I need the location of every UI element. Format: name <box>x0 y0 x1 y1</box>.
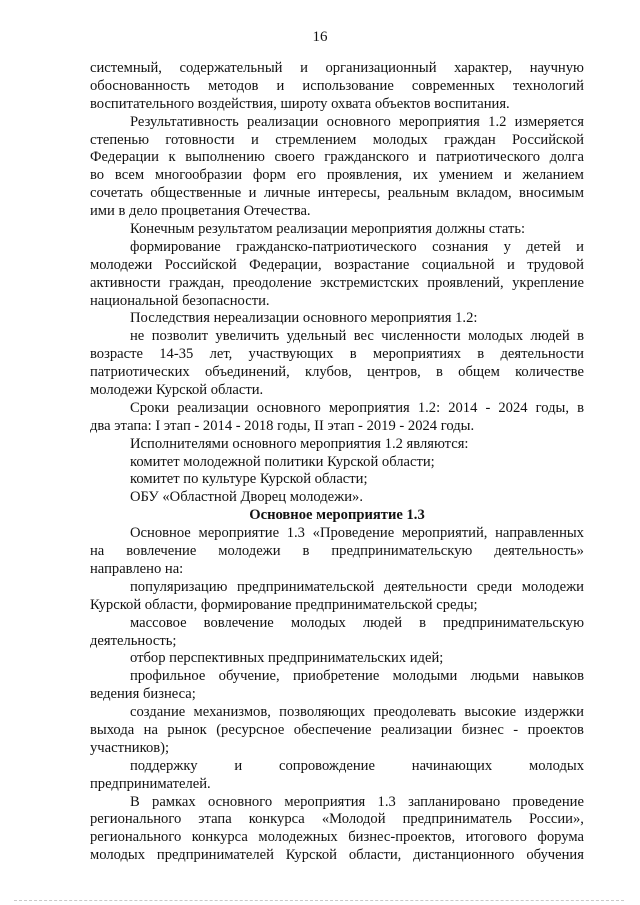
text-line: популяризацию предпринимательской деятельности среди молодежи <box>130 578 584 595</box>
text-line: Исполнителями основного мероприятия 1.2 являются: <box>130 435 469 452</box>
text-line: отбор перспективных предпринимательских идей; <box>130 650 444 667</box>
text-line: два этапа: I этап - 2014 - 2018 годы, II этап - 2019 - 2024 годы. <box>90 417 475 434</box>
text-line: ведения бизнеса; <box>90 686 196 703</box>
text-line: В рамках основного мероприятия 1.3 запланировано проведение <box>130 793 584 810</box>
text-line: сочетать общественные и личные интересы, реальным вкладом, вносимым <box>90 185 584 202</box>
text-line: ОБУ «Областной Дворец молодежи». <box>130 489 363 506</box>
text-line: массовое вовлечение молодых людей в предпринимательскую <box>130 614 584 631</box>
body-text <box>90 60 584 865</box>
text-line: национальной безопасности. <box>90 292 270 309</box>
text-line: ими в дело процветания Отечества. <box>90 203 311 220</box>
text-line: регионального этапа конкурса «Молодой предприниматель России», <box>90 811 584 828</box>
section-heading: Основное мероприятие 1.3 <box>249 507 425 524</box>
text-line: деятельность; <box>90 632 177 649</box>
text-line: Федерации к выполнению своего гражданского и патриотического долга <box>90 149 584 166</box>
text-line: профильное обучение, приобретение молодыми людьми навыков <box>130 668 584 685</box>
text-line: Сроки реализации основного мероприятия 1.2: 2014 - 2024 годы, в <box>130 399 584 416</box>
text-line: предпринимателей. <box>90 775 211 792</box>
text-line: на вовлечение молодежи в предпринимательскую деятельность» <box>90 543 584 560</box>
text-line: создание механизмов, позволяющих преодолевать высокие издержки <box>130 704 584 721</box>
text-line: направлено на: <box>90 560 184 577</box>
text-line: молодежи Российской Федерации, возрастание социальной и трудовой <box>90 256 584 273</box>
text-line: комитет молодежной политики Курской области; <box>130 453 435 470</box>
text-line: регионального конкурса молодежных бизнес-проектов, итогового форума <box>90 829 584 846</box>
text-line: обоснованность методов и использование современных технологий <box>90 77 584 94</box>
text-line: Курской области, формирование предпринимательской среды; <box>90 596 478 613</box>
text-line: воспитательного воздействия, широту охвата объектов воспитания. <box>90 95 510 112</box>
text-line: комитет по культуре Курской области; <box>130 471 368 488</box>
text-line: выхода на рынок (ресурсное обеспечение реализации бизнес - проектов <box>90 721 584 738</box>
text-line: во всем многообразии форм его проявления, их умением и желанием <box>90 167 584 184</box>
text-line: возрасте 14-35 лет, участвующих в мероприятиях в деятельности <box>90 346 584 363</box>
text-line: молодых предпринимателей Курской области, дистанционного обучения <box>90 847 584 864</box>
text-line: степенью готовности и стремлением молодых граждан Российской <box>90 131 584 148</box>
text-line: Последствия нереализации основного мероприятия 1.2: <box>130 310 478 327</box>
text-line: поддержку и сопровождение начинающих молодых <box>130 757 584 774</box>
text-line: активности граждан, преодоление экстремистских проявлений, укрепление <box>90 274 584 291</box>
text-line: участников); <box>90 739 170 756</box>
scan-edge-marks <box>14 898 624 901</box>
text-line: формирование гражданско-патриотического сознания у детей и <box>130 238 584 255</box>
text-line: Основное мероприятие 1.3 «Проведение мероприятий, направленных <box>130 525 584 542</box>
text-line: Конечным результатом реализации мероприятия должны стать: <box>130 221 526 238</box>
text-line: Результативность реализации основного мероприятия 1.2 измеряется <box>130 113 584 130</box>
text-line: патриотических объединений, клубов, центров, в общем количестве <box>90 364 584 381</box>
page-number: 16 <box>312 29 328 45</box>
text-line: системный, содержательный и организационный характер, научную <box>90 60 584 76</box>
text-line: молодежи Курской области. <box>90 382 264 399</box>
text-line: не позволит увеличить удельный вес численности молодых людей в <box>130 328 584 345</box>
